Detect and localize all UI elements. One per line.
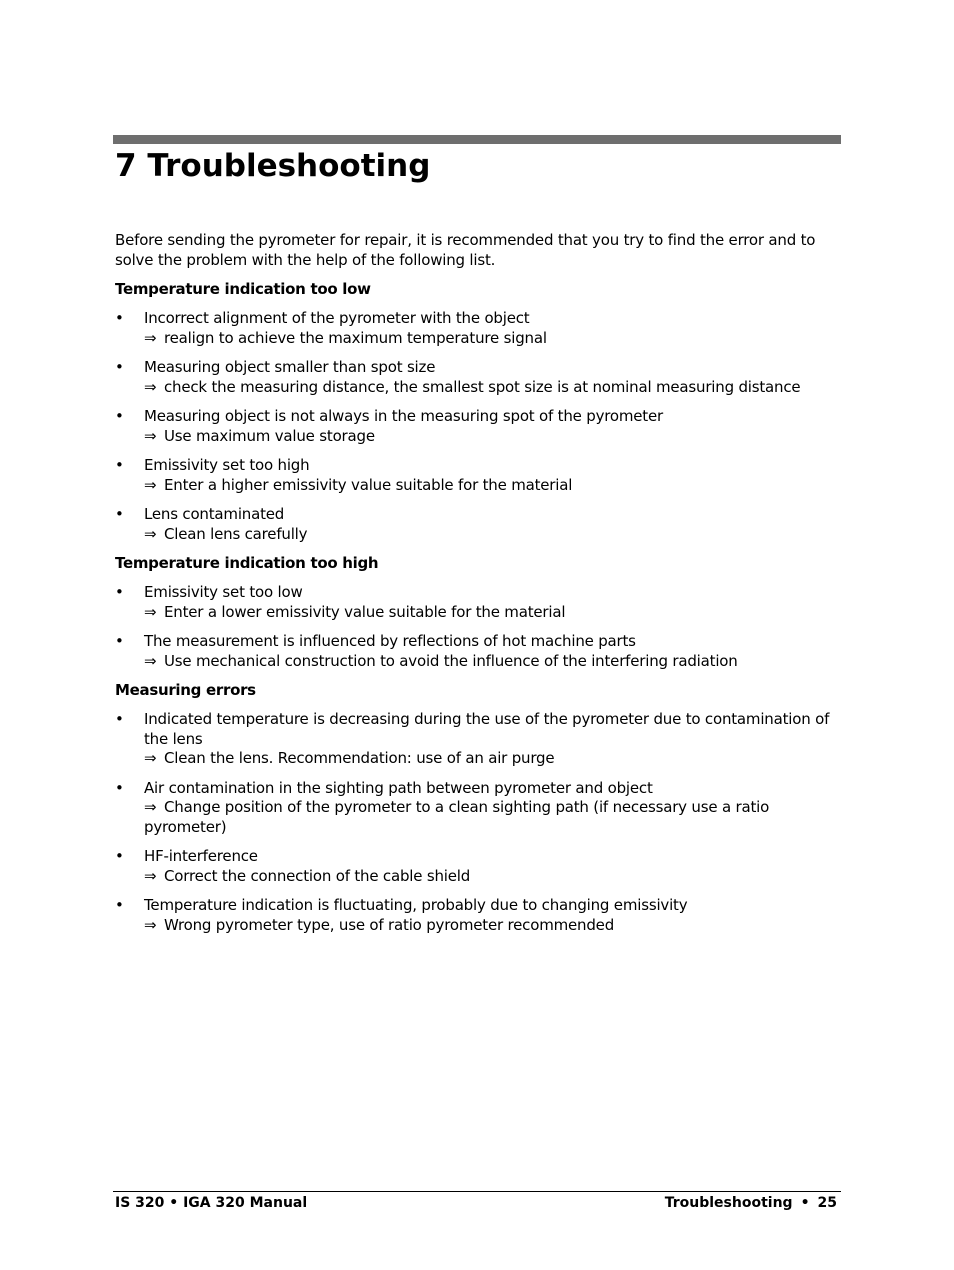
remedy-line: [144, 798, 841, 837]
bullet-icon: •: [115, 358, 124, 376]
remedy-text: realign to achieve the maximum temperature signal: [164, 328, 547, 347]
footer-manual-title: IS 320 • IGA 320 Manual: [115, 1195, 308, 1211]
list-item: [115, 505, 841, 544]
remedy-text: Clean lens carefully: [164, 524, 308, 543]
remedy-line: [144, 476, 841, 496]
troubleshooting-list: [115, 583, 841, 671]
section-temperature-too-low: [115, 280, 841, 544]
arrow-icon: ⇒: [144, 749, 157, 767]
problem-text: Lens contaminated: [144, 505, 285, 523]
list-item: [115, 779, 841, 838]
list-item: [115, 309, 841, 348]
bullet-icon: •: [115, 896, 124, 914]
problem-text: The measurement is influenced by reflections of hot machine parts: [144, 632, 636, 650]
remedy-text: Change position of the pyrometer to a clean sighting path (if necessary use a ratio pyrometer): [144, 798, 770, 836]
problem-text: Air contamination in the sighting path between pyrometer and object: [144, 778, 653, 797]
arrow-icon: ⇒: [144, 798, 157, 816]
list-item: [115, 456, 841, 495]
footer-separator: •: [800, 1195, 810, 1211]
troubleshooting-list: [115, 710, 841, 935]
arrow-icon: ⇒: [144, 475, 157, 494]
remedy-text: Use mechanical construction to avoid the influence of the interfering radiation: [164, 651, 738, 670]
section-heading: Measuring errors: [115, 681, 256, 699]
troubleshooting-list: [115, 309, 841, 544]
bullet-icon: •: [115, 583, 124, 601]
remedy-line: [144, 525, 841, 545]
list-item: [115, 847, 841, 886]
section-measuring-errors: [115, 681, 841, 935]
problem-text: Indicated temperature is decreasing during the use of the pyrometer due to contamination of the lens: [144, 710, 830, 748]
remedy-text: Wrong pyrometer type, use of ratio pyrometer recommended: [164, 915, 615, 934]
footer-rule: [113, 1191, 841, 1192]
list-item: [115, 407, 841, 446]
footer-section-name: Troubleshooting: [664, 1195, 793, 1211]
arrow-icon: ⇒: [144, 377, 157, 396]
footer-page-info: [665, 1194, 837, 1212]
remedy-text: Use maximum value storage: [164, 426, 375, 445]
remedy-text: Enter a lower emissivity value suitable for the material: [164, 602, 566, 621]
remedy-line: [144, 867, 841, 887]
remedy-line: [144, 916, 841, 936]
bullet-icon: •: [115, 778, 124, 797]
problem-text: Emissivity set too low: [144, 583, 303, 601]
top-rule: [113, 135, 841, 144]
bullet-icon: •: [115, 632, 124, 650]
list-item: [115, 358, 841, 397]
remedy-text: check the measuring distance, the smallest spot size is at nominal measuring distance: [164, 377, 801, 396]
problem-text: Measuring object smaller than spot size: [144, 358, 436, 376]
remedy-text: Correct the connection of the cable shield: [164, 866, 471, 885]
page-content: [115, 231, 841, 935]
intro-paragraph: Before sending the pyrometer for repair, it is recommended that you try to find the error and to solve the problem with the help of the following list.: [115, 231, 816, 269]
remedy-text: Enter a higher emissivity value suitable for the material: [164, 475, 573, 494]
problem-text: Measuring object is not always in the measuring spot of the pyrometer: [144, 407, 663, 425]
arrow-icon: ⇒: [144, 524, 157, 543]
arrow-icon: ⇒: [144, 602, 157, 621]
section-temperature-too-high: [115, 554, 841, 671]
list-item: [115, 583, 841, 622]
section-heading: Temperature indication too high: [115, 554, 379, 572]
remedy-line: [144, 378, 841, 398]
section-heading: Temperature indication too low: [115, 280, 371, 298]
arrow-icon: ⇒: [144, 426, 157, 445]
list-item: [115, 896, 841, 935]
list-item: [115, 710, 841, 769]
arrow-icon: ⇒: [144, 651, 157, 670]
bullet-icon: •: [115, 456, 124, 474]
remedy-line: [144, 427, 841, 447]
remedy-text: Clean the lens. Recommendation: use of an air purge: [164, 749, 555, 767]
remedy-line: [144, 329, 841, 349]
bullet-icon: •: [115, 309, 124, 327]
problem-text: Emissivity set too high: [144, 456, 310, 474]
arrow-icon: ⇒: [144, 328, 157, 347]
page-number: 25: [817, 1195, 837, 1211]
problem-text: Temperature indication is fluctuating, probably due to changing emissivity: [144, 896, 688, 914]
problem-text: HF-interference: [144, 847, 258, 865]
remedy-line: [144, 749, 841, 769]
problem-text: Incorrect alignment of the pyrometer with the object: [144, 309, 530, 327]
page-title: 7 Troubleshooting: [115, 148, 431, 184]
bullet-icon: •: [115, 847, 124, 865]
bullet-icon: •: [115, 505, 124, 523]
bullet-icon: •: [115, 710, 124, 728]
arrow-icon: ⇒: [144, 866, 157, 885]
remedy-line: [144, 603, 841, 623]
bullet-icon: •: [115, 407, 124, 425]
remedy-line: [144, 652, 841, 672]
list-item: [115, 632, 841, 671]
arrow-icon: ⇒: [144, 915, 157, 934]
